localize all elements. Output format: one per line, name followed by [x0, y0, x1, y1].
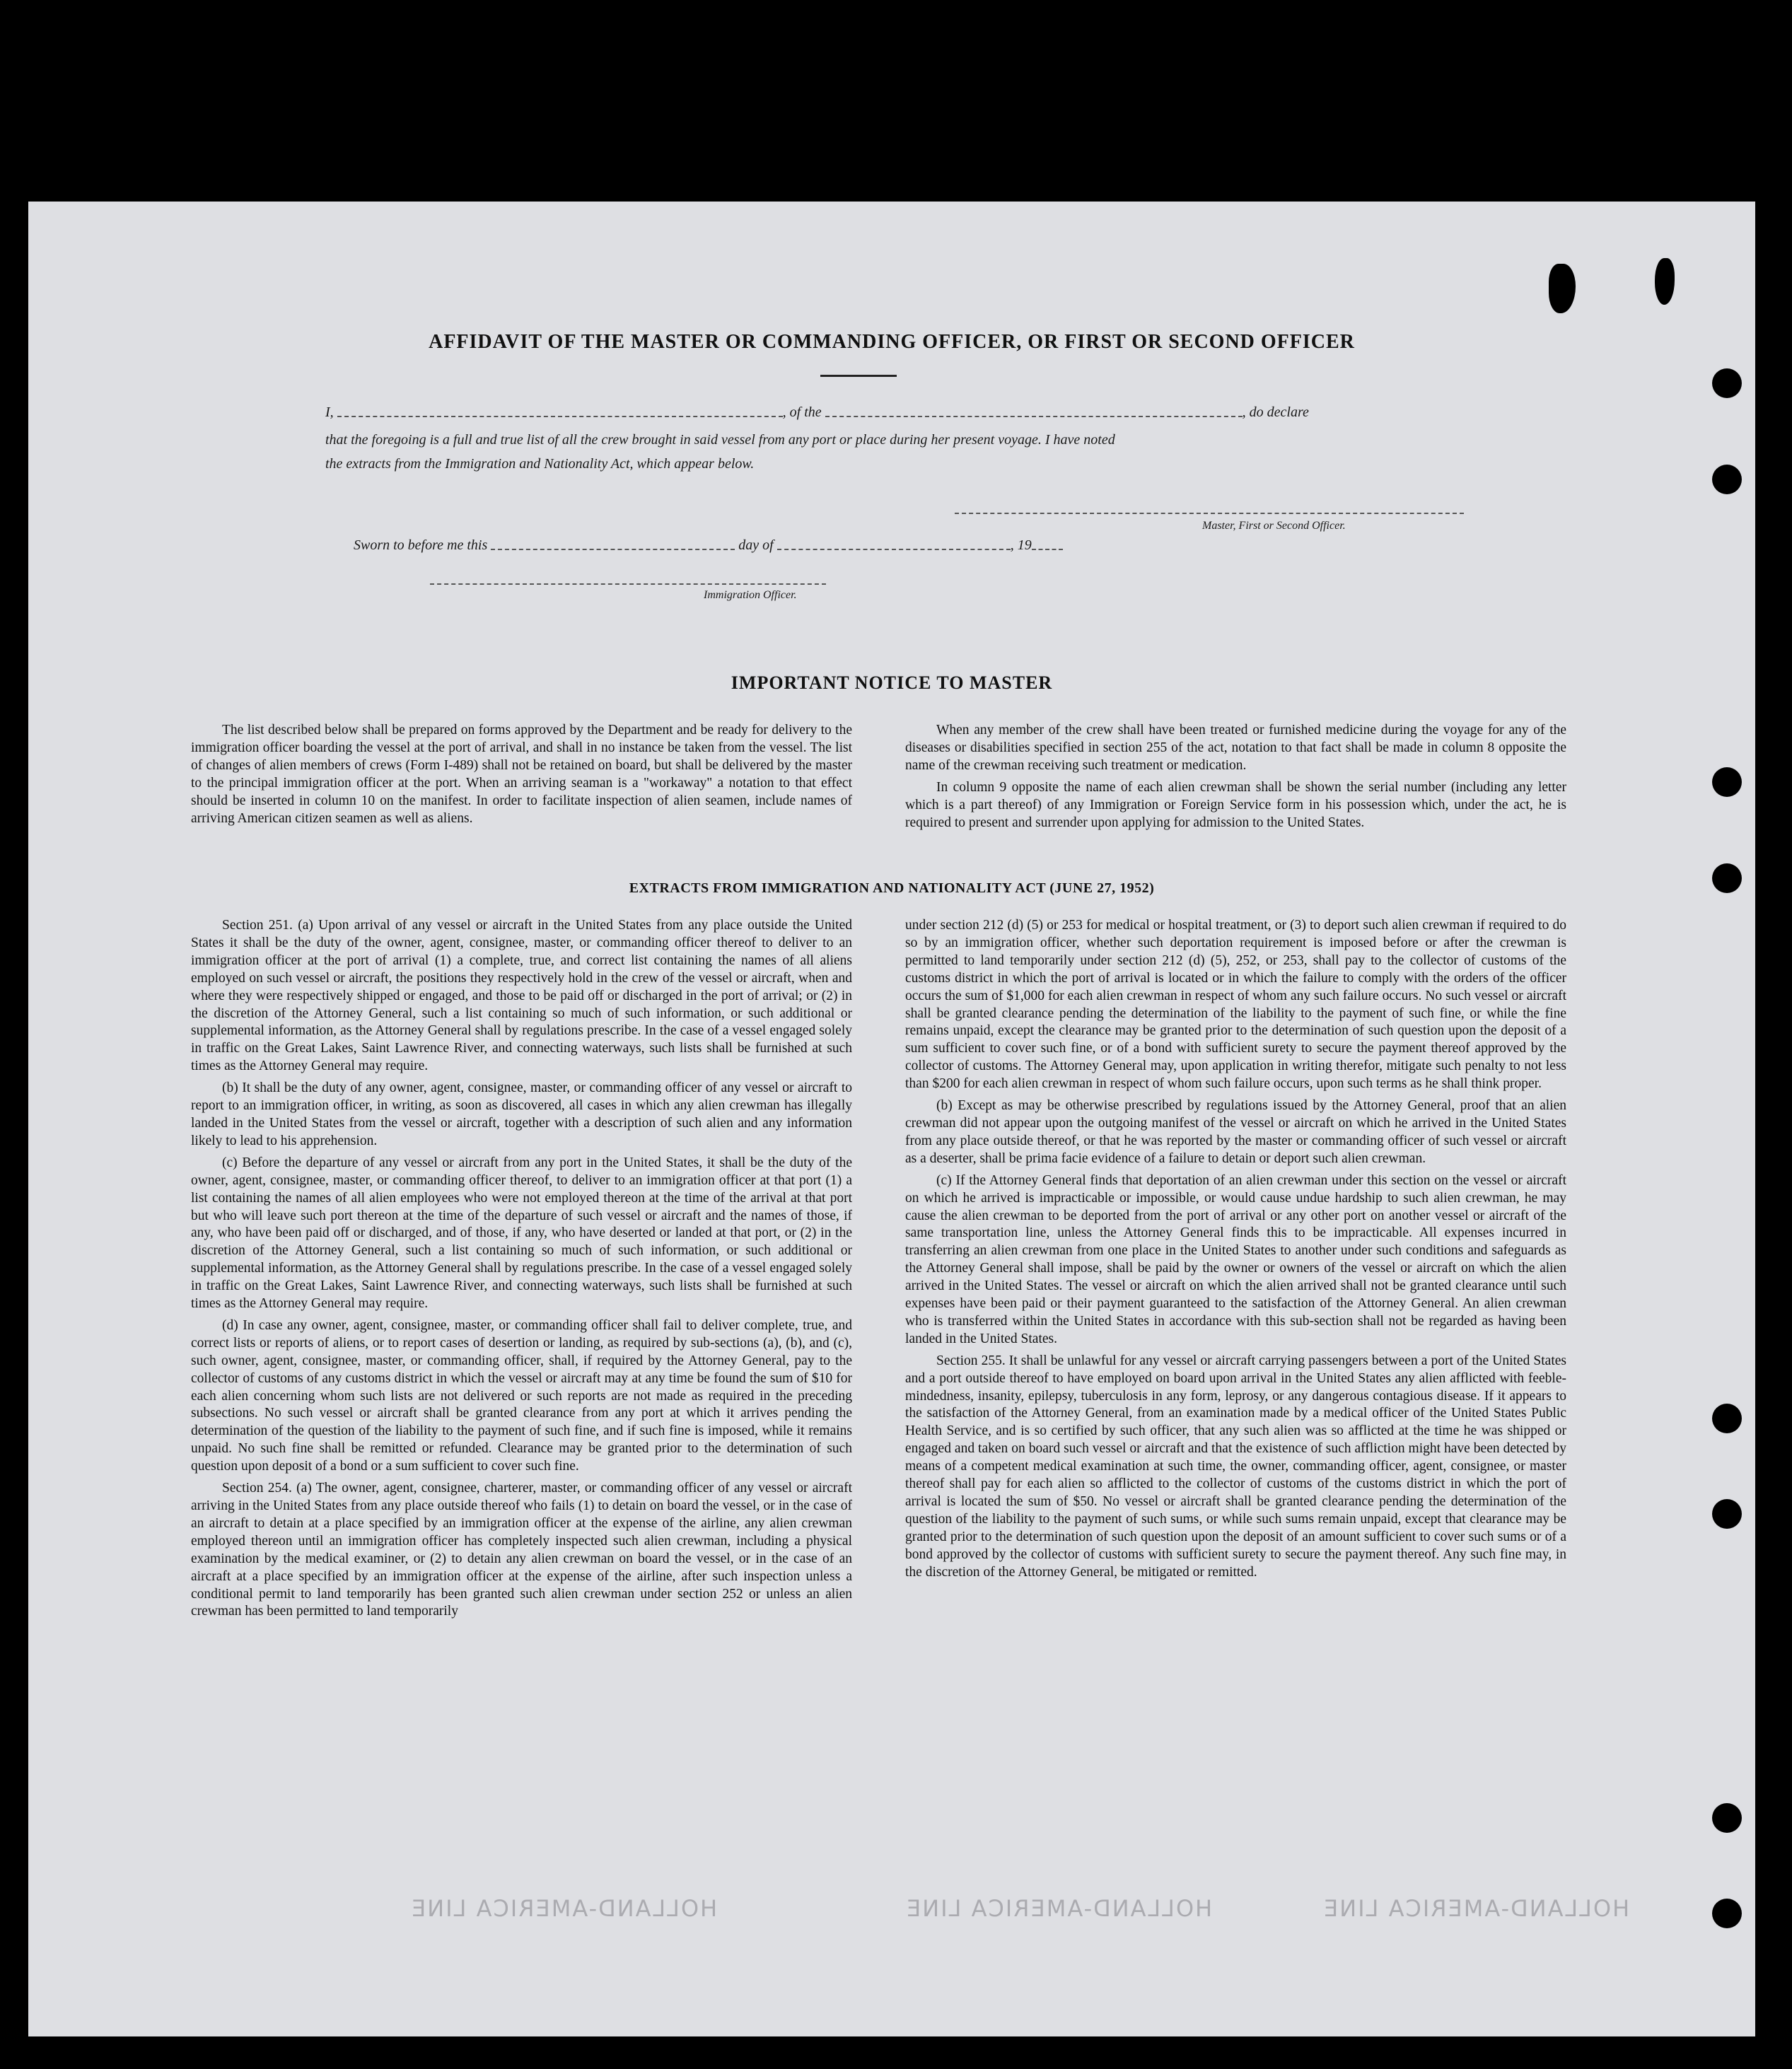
- master-signature-label: Master, First or Second Officer.: [1202, 520, 1346, 532]
- sworn-day-blank[interactable]: [491, 542, 735, 550]
- extract-paragraph: Section 254. (a) The owner, agent, consignee, charterer, master, or commanding officer of any vessel or aircraft arriving in the United States from any place outside thereof who fails (1) to detain on board the vessel, or in the case of an aircraft to detain at a place specified by an immigration officer at the expense of the airline, any alien crewman employed thereon until an immigration officer has completely inspected such alien crewman, including a physical examination by the medical examiner, or (2) to detain any alien crewman on board the vessel, or in the case of an aircraft at a place specified by an immigration officer at the expense of the airline, after such inspection unless a conditional permit to land temporarily has been granted such alien crewman under section 252 or unless an alien crewman has been permitted to land temporarily: [191, 1481, 852, 1619]
- extract-paragraph-continued: under section 212 (d) (5) or 253 for medical or hospital treatment, or (3) to deport such alien crewman if required to do so by an immigration officer, whether such deportation requirement is imposed before or after the crewman is permitted to land temporarily under section 212 (d) (5), 252, or 253, shall pay to the collector of customs of the customs district in which the port of arrival is located or in which the failure to comply with the orders of the officer occurs the sum of $1,000 for each alien crewman in respect of whom any such failure occurs. No such vessel or aircraft shall be granted clearance pending the determination of the liability to the payment of such fine, or while the fine remains unpaid, except the clearance may be granted prior to the determination of such question upon the deposit of a sum sufficient to cover such fine, or of a bond with sufficient surety to secure the payment thereof approved by the collector of customs. The Attorney General may, upon application in writing therefor, mitigate such penalty to not less than $200 for each alien crewman in respect of whom such failure occurs, upon such terms as he shall think proper.: [905, 918, 1566, 1092]
- torn-notch: [1549, 264, 1576, 313]
- year-text: , 19: [1010, 537, 1032, 553]
- notice-paragraph: The list described below shall be prepared on forms approved by the Department and be ready for delivery to the immigration officer boarding the vessel at the port of arrival, and shall in no instance be taken from the vessel. The list of changes of alien members of crews (Form I-489) shall not be retained on board, but shall be delivered by the master to the principal immigration officer at the port. When an arriving seaman is a "workaway" a notation to that effect should be inserted in column 10 on the manifest. In order to facilitate inspection of alien seamen, include names of arriving American citizen seamen as well as aliens.: [191, 723, 852, 826]
- extract-paragraph: (c) Before the departure of any vessel or aircraft from any port in the United States, it shall be the duty of the owner, agent, consignee, master, or commanding officer thereof, to deliver to an immigration officer at that port (1) a list containing the names of all alien employees who were not employed thereon at the time of the arrival at that port but who will leave such port thereon at the time of the departure of such vessel or aircraft and the names of those, if any, who have been paid off or discharged, and of those, if any, who have deserted or landed at that port, or (2) in the discretion of the Attorney General, such a list containing so much of such information, or such additional or supplemental information, as the Attorney General shall by regulations prescribe. In the case of a vessel engaged solely in traffic on the Great Lakes, Saint Lawrence River, and connecting waterways, such lists shall be furnished at such times as the Attorney General may require.: [191, 1155, 852, 1312]
- bleed-through-stamp: HOLLAND-AMERICA LINE: [1322, 1895, 1630, 1922]
- punch-hole: [1712, 1899, 1742, 1928]
- punch-hole: [1712, 1499, 1742, 1529]
- notice-paragraph: When any member of the crew shall have been treated or furnished medicine during the voyage for any of the diseases or disabilities specified in section 255 of the act, notation to that fact shall be made in column 8 opposite the name of the crewman receiving such treatment or medication.: [905, 723, 1566, 773]
- bleed-through-stamp: HOLLAND-AMERICA LINE: [905, 1895, 1213, 1922]
- punch-hole: [1712, 1404, 1742, 1433]
- sworn-month-blank[interactable]: [777, 542, 1011, 550]
- punch-hole: [1712, 767, 1742, 797]
- sworn-line: [325, 537, 1464, 554]
- vessel-blank[interactable]: [825, 409, 1243, 417]
- declaration-line-2: that the foregoing is a full and true list of all the crew brought in said vessel from any port or place during her present voyage. I have noted: [325, 432, 1115, 448]
- notice-right-column: [905, 722, 1566, 836]
- form-page: [28, 202, 1755, 2036]
- extract-paragraph: (d) In case any owner, agent, consignee, master, or commanding officer shall fail to deliver complete, true, and correct lists or reports of aliens, or to report cases of desertion or landing, as required by sub-sections (a), (b), and (c), such owner, agent, consignee, master, or commanding officer, shall, if required by the Attorney General, pay to the collector of customs of any customs district in which the vessel or aircraft may at any time be found the sum of $10 for each alien concerning whom such lists are not delivered or such reports are not made as required in the preceding subsections. No such vessel or aircraft shall be granted clearance from any port at which it arrives pending the determination of the question of the liability to the payment of such fine, and if such fine is imposed, while it remains unpaid. No such fine shall be remitted or refunded. Clearance may be granted prior to the determination of such question upon deposit of a bond or a sum sufficient to cover such fine.: [191, 1317, 852, 1474]
- punch-hole: [1712, 368, 1742, 398]
- notice-left-column: [191, 722, 852, 832]
- torn-notch: [1655, 258, 1675, 305]
- sworn-text: Sworn to before me this: [354, 537, 488, 553]
- declaration-of-the: , of the: [782, 404, 822, 420]
- notice-title: IMPORTANT NOTICE TO MASTER: [731, 672, 1053, 693]
- extract-paragraph: (c) If the Attorney General finds that deportation of an alien crewman under this section on the vessel or aircraft on which he arrived is impracticable or impossible, or would cause undue hardship to such alien crewman, he may cause the alien crewman to be deported from the port of arrival or any other port on another vessel or aircraft of the same transportation line, unless the Attorney General finds this to be impracticable. All expenses incurred in transferring an alien crewman from one place in the United States to another under such conditions and safeguards as the Attorney General shall impose, shall be paid by the owner or owners of the vessel or aircraft on which the alien arrived in the United States. The vessel or aircraft on which the alien arrived shall not be granted clearance until such expenses have been paid or their payment guaranteed to the satisfaction of the Attorney General. An alien crewman who is transferred within the United States in accordance with this sub-section shall not be regarded as having been landed in the United States.: [905, 1172, 1566, 1346]
- officer-signature-line[interactable]: [430, 583, 826, 585]
- extracts-title: EXTRACTS FROM IMMIGRATION AND NATIONALITY ACT (JUNE 27, 1952): [629, 880, 1155, 896]
- extracts-left-column: [191, 917, 852, 1625]
- name-blank[interactable]: [337, 409, 783, 417]
- extract-paragraph: Section 255. It shall be unlawful for any vessel or aircraft carrying passengers between a port of the United States and a port outside thereof to have employed on board upon arrival in the United States any alien afflicted with feeble-mindedness, insanity, epilepsy, tuberculosis in any form, leprosy, or any dangerous contagious disease. If it appears to the satisfaction of the Attorney General, from an examination made by a medical officer of the United States Public Health Service, and is so certified by such officer, that any such alien was so afflicted at the time he was shipped or engaged and taken on board such vessel or aircraft and that the existence of such affliction might have been detected by means of a competent medical examination at such time, the owner, commanding officer, agent, consignee, or master thereof shall pay for each alien so afflicted to the collector of customs of the customs district in which the port of arrival is located the sum of $50. No vessel or aircraft shall be granted clearance pending the determination of the question of the liability to the payment of such sums, or while such sums remain unpaid, except that clearance may be granted prior to the determination of such question upon the deposit of an amount sufficient to cover such sums or of a bond approved by the collector of customs with sufficient surety to secure the payment thereof. Any such fine may, in the discretion of the Attorney General, be mitigated or remitted.: [905, 1353, 1566, 1580]
- bleed-through-stamp: HOLLAND-AMERICA LINE: [410, 1895, 718, 1922]
- declaration-line-1: [325, 404, 1464, 421]
- day-of-text: day of: [738, 537, 774, 553]
- master-signature-line[interactable]: [955, 513, 1464, 514]
- extract-paragraph: (b) Except as may be otherwise prescribed by regulations issued by the Attorney General, proof that an alien crewman did not appear upon the outgoing manifest of the vessel or aircraft on which he arrived in the United States from any place outside thereof, or that he was reported by the master or commanding officer of such vessel or aircraft as a deserter, shall be prima facie evidence of a failure to detain or deport such alien crewman.: [905, 1098, 1566, 1166]
- punch-hole: [1712, 465, 1742, 494]
- punch-hole: [1712, 863, 1742, 893]
- extract-paragraph: Section 251. (a) Upon arrival of any vessel or aircraft in the United States from any place outside the United States it shall be the duty of the owner, agent, consignee, master, or commanding officer thereof to deliver to an immigration officer at the port of arrival (1) a complete, true, and correct list containing the names of all aliens employed on such vessel or aircraft, the positions they respectively hold in the crew of the vessel or aircraft, when and where they were respectively shipped or engaged, and those to be paid off or discharged in the port of arrival; or (2) in the discretion of the Attorney General, such a list containing so much of such information, or such additional or supplemental information, as the Attorney General shall by regulations prescribe. In the case of a vessel engaged solely in traffic on the Great Lakes, Saint Lawrence River, and connecting waterways, such lists shall be furnished at such times as the Attorney General may require.: [191, 918, 852, 1074]
- sworn-year-blank[interactable]: [1032, 542, 1063, 550]
- extracts-right-column: [905, 917, 1566, 1586]
- punch-hole: [1712, 1803, 1742, 1833]
- affidavit-title: AFFIDAVIT OF THE MASTER OR COMMANDING OFFICER, OR FIRST OR SECOND OFFICER: [429, 331, 1355, 353]
- title-underline: [820, 375, 897, 377]
- notice-paragraph: In column 9 opposite the name of each alien crewman shall be shown the serial number (including any letter which is a part thereof) of any Immigration or Foreign Service form in his possession which, under the act, he is required to present and surrender upon applying for admission to the United States.: [905, 779, 1566, 830]
- declaration-line-3: the extracts from the Immigration and Nationality Act, which appear below.: [325, 456, 755, 472]
- declaration-do-declare: , do declare: [1242, 404, 1309, 420]
- declaration-i: I,: [325, 404, 334, 420]
- officer-signature-label: Immigration Officer.: [704, 589, 797, 601]
- extract-paragraph: (b) It shall be the duty of any owner, agent, consignee, master, or commanding officer of any vessel or aircraft to report to an immigration officer, in writing, as soon as discovered, all cases in which any alien crewman has illegally landed in the United States from the vessel or aircraft, together with a description of such alien and any information likely to lead to his apprehension.: [191, 1080, 852, 1148]
